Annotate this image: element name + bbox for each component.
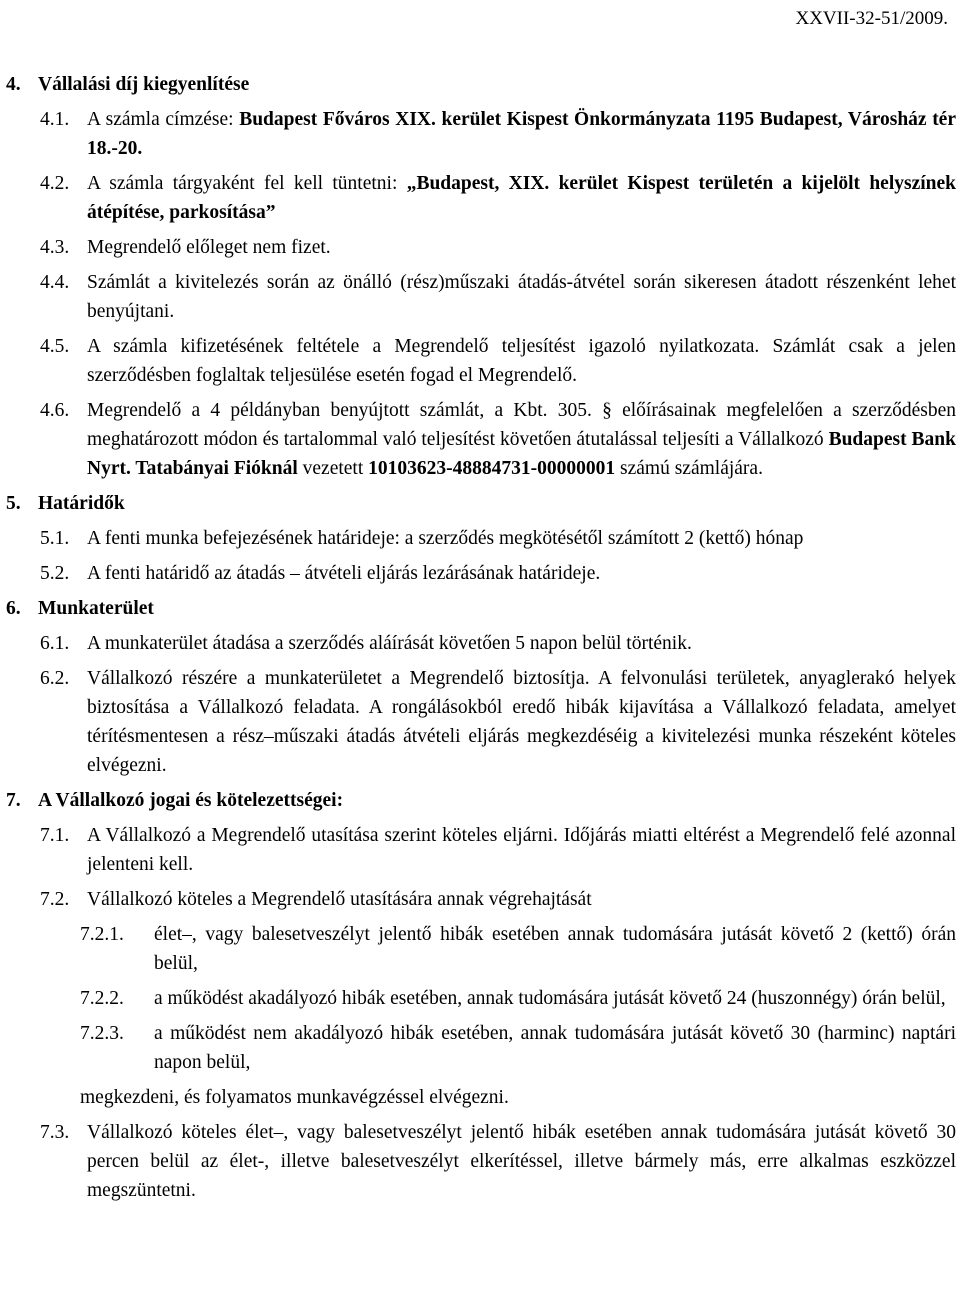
section-number: 5. [6, 493, 21, 514]
clause-number: 7.1. [40, 825, 70, 846]
clause-number: 7.2.1. [80, 924, 124, 945]
clause-text-plain: vezetett [297, 458, 369, 479]
clause-4-6 [40, 396, 956, 483]
clause-text: Megrendelő előleget nem fizet. [87, 237, 331, 258]
clause-text [87, 105, 956, 163]
clause-number: 7.2.2. [80, 988, 124, 1009]
clause-7-1 [40, 821, 956, 879]
clause-text: Vállalkozó részére a munkaterületet a Megrendelő biztosítja. A felvonulási területek, anyaglerakó helyek biztosítása a Vállalkozó feladata. A rongálásokból eredő hibák kijavítása a Vállalkozó feladata, amelyet térítésmentesen a rész–műszaki átadás átvételi eljárás megkezdéséig a kivitelezési munka részeként köteles elvégezni. [87, 668, 956, 776]
clause-7-2-continuation: megkezdeni, és folyamatos munkavégzéssel elvégezni. [80, 1087, 509, 1108]
clause-text [87, 396, 956, 483]
clause-text: A fenti munka befejezésének határideje: a szerződés megkötésétől számított 2 (kettő) hónap [87, 528, 804, 549]
clause-7-2-2 [80, 984, 956, 1013]
section-heading-5 [6, 489, 956, 518]
clause-number: 4.6. [40, 400, 70, 421]
clause-5-1 [40, 524, 956, 553]
section-heading-7 [6, 786, 956, 815]
clause-7-2-1 [80, 920, 956, 978]
clause-number: 4.3. [40, 237, 70, 258]
clause-number: 5.2. [40, 563, 70, 584]
section-number: 6. [6, 598, 21, 619]
clause-4-4 [40, 268, 956, 326]
clause-4-2 [40, 169, 956, 227]
clause-number: 7.2.3. [80, 1023, 124, 1044]
clause-text-plain: számú számlájára. [615, 458, 763, 479]
section-number: 7. [6, 790, 21, 811]
section-number: 4. [6, 74, 21, 95]
account-number: 10103623-48884731-00000001 [368, 458, 616, 479]
clause-text: Számlát a kivitelezés során az önálló (rész)műszaki átadás-átvétel során sikeresen átadott részenként lehet benyújtani. [87, 272, 956, 322]
clause-4-1 [40, 105, 956, 163]
clause-text: Vállalkozó köteles a Megrendelő utasítására annak végrehajtását [87, 889, 592, 910]
document-reference: XXVII-32-51/2009. [795, 8, 948, 29]
clause-text [87, 169, 956, 227]
clause-text: élet–, vagy balesetveszélyt jelentő hibák esetében annak tudomására jutását követő 2 (kettő) órán belül, [154, 924, 956, 974]
clause-text: A Vállalkozó a Megrendelő utasítása szerint köteles eljárni. Időjárás miatti eltérést a Megrendelő felé azonnal jelenteni kell. [87, 825, 956, 875]
clause-6-2 [40, 664, 956, 780]
document-body [6, 70, 956, 1211]
bank-name: Budapest Bank Nyrt. Tatabányai Fióknál [87, 429, 956, 479]
clause-7-2-3 [80, 1019, 956, 1077]
clause-number: 7.2. [40, 889, 70, 910]
clause-4-3 [40, 233, 956, 262]
clause-text-bold: „Budapest, XIX. kerület Kispest területén a kijelölt helyszínek átépítése, parkosítása” [87, 173, 957, 223]
clause-text-plain: A számla tárgyaként fel kell tüntetni: [87, 173, 407, 194]
clause-number: 4.1. [40, 109, 70, 130]
clause-number: 6.1. [40, 633, 70, 654]
clause-number: 4.4. [40, 272, 70, 293]
clause-number: 4.5. [40, 336, 70, 357]
section-title: Határidők [38, 493, 125, 514]
clause-number: 5.1. [40, 528, 70, 549]
clause-text: A fenti határidő az átadás – átvételi eljárás lezárásának határideje. [87, 563, 601, 584]
clause-number: 6.2. [40, 668, 70, 689]
section-title: A Vállalkozó jogai és kötelezettségei: [38, 790, 344, 811]
clause-4-5 [40, 332, 956, 390]
section-heading-4 [6, 70, 956, 99]
clause-6-1 [40, 629, 956, 658]
clause-number: 4.2. [40, 173, 70, 194]
section-title: Vállalási díj kiegyenlítése [38, 74, 250, 95]
clause-7-2 [40, 885, 956, 914]
clause-text-plain: Megrendelő a 4 példányban benyújtott számlát, a Kbt. 305. § előírásainak megfelelően a szerződésben meghatározott módon és tartalommal való teljesítést követően átutalással teljesíti a Vállalkozó [87, 400, 956, 450]
clause-text: a működést nem akadályozó hibák esetében, annak tudomására jutását követő 30 (harminc) naptári napon belül, [154, 1023, 956, 1073]
section-heading-6 [6, 594, 956, 623]
clause-text-plain: A számla címzése: [87, 109, 240, 130]
clause-text: A számla kifizetésének feltétele a Megrendelő teljesítést igazoló nyilatkozata. Számlát csak a jelen szerződésben foglaltak teljesülése esetén fogad el Megrendelő. [87, 336, 956, 386]
clause-number: 7.3. [40, 1122, 70, 1143]
section-title: Munkaterület [38, 598, 154, 619]
clause-7-3 [40, 1118, 956, 1205]
clause-text: a működést akadályozó hibák esetében, annak tudomására jutását követő 24 (huszonnégy) órán belül, [154, 988, 946, 1009]
clause-text: Vállalkozó köteles élet–, vagy balesetveszélyt jelentő hibák esetében annak tudomására jutását követő 30 percen belül az élet-, illetve balesetveszélyt elkerítéssel, illetve bármely más, erre alkalmas eszközzel megszüntetni. [87, 1122, 956, 1201]
clause-text: A munkaterület átadása a szerződés aláírását követően 5 napon belül történik. [87, 633, 692, 654]
clause-5-2 [40, 559, 956, 588]
clause-text-bold: Budapest Főváros XIX. kerület Kispest Önkormányzata 1195 Budapest, Városház tér 18.-20. [87, 109, 956, 159]
